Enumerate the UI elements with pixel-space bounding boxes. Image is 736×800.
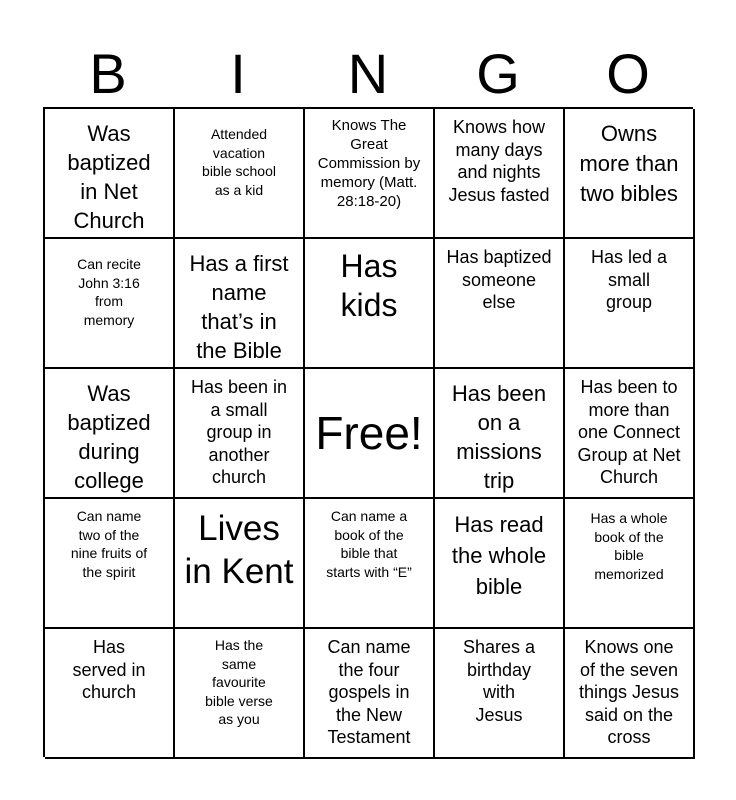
bingo-cell[interactable] [565,239,695,369]
cell-text: Has led a small group [590,247,668,312]
header-letter-b: B [89,42,127,105]
cell-text: Knows one of the seven things Jesus said on the cross [578,637,680,747]
bingo-cell[interactable] [565,109,695,239]
bingo-cell[interactable] [305,109,435,239]
bingo-cell[interactable] [175,369,305,499]
cell-text: Lives in Kent [184,509,294,591]
header-letter-o: O [606,42,650,105]
cell-text: Has kids [340,248,398,323]
cell-text: Knows The Great Commission by memory (Matt. 28:18-20) [317,117,421,210]
bingo-cell[interactable] [565,499,695,629]
bingo-cell[interactable] [175,109,305,239]
cell-text: Has served in church [72,637,146,702]
cell-text: Has baptized someone else [446,247,552,312]
header-letter-n: N [347,42,389,105]
bingo-cell[interactable] [435,239,565,369]
bingo-cell[interactable] [305,629,435,759]
bingo-cell[interactable] [45,499,175,629]
free-space-label: Free! [315,407,423,459]
cell-text: Can recite John 3:16 from memory [77,256,141,328]
bingo-cell[interactable] [565,629,695,759]
bingo-header [43,44,693,104]
bingo-cell[interactable] [175,239,305,369]
bingo-cell[interactable] [175,629,305,759]
bingo-cell[interactable] [435,629,565,759]
bingo-cell[interactable] [175,499,305,629]
cell-text: Has the same favourite bible verse as you [205,637,273,727]
cell-text: Shares a birthday with Jesus [462,637,536,725]
header-letter-i: I [230,42,246,105]
cell-text: Can name a book of the bible that starts with “E” [326,508,412,580]
bingo-cell[interactable] [45,109,175,239]
cell-text: Has a whole book of the bible memorized [590,510,668,582]
bingo-cell[interactable] [305,239,435,369]
cell-text: Has been on a missions trip [451,381,547,493]
bingo-card [43,107,693,757]
bingo-cell[interactable] [305,499,435,629]
cell-text: Has been in a small group in another church [190,377,288,487]
bingo-cell[interactable] [565,369,695,499]
bingo-cell[interactable] [45,629,175,759]
bingo-cell[interactable] [45,239,175,369]
cell-text: Has read the whole bible [451,512,547,599]
bingo-cell[interactable] [435,109,565,239]
bingo-cell[interactable] [45,369,175,499]
cell-text: Was baptized during college [67,381,151,493]
cell-text: Has a first name that’s in the Bible [189,251,289,363]
bingo-cell[interactable] [435,369,565,499]
cell-text: Was baptized in Net Church [67,121,151,233]
cell-text: Owns more than two bibles [579,121,679,206]
cell-text: Can name the four gospels in the New Testament [327,637,411,747]
cell-text: Attended vacation bible school as a kid [202,126,276,198]
cell-text: Knows how many days and nights Jesus fasted [448,117,550,205]
bingo-cell[interactable] [435,499,565,629]
cell-text: Has been to more than one Connect Group at Net Church [577,377,681,487]
cell-text: Can name two of the nine fruits of the spirit [70,508,148,580]
free-space[interactable] [305,369,435,499]
header-letter-g: G [476,42,520,105]
